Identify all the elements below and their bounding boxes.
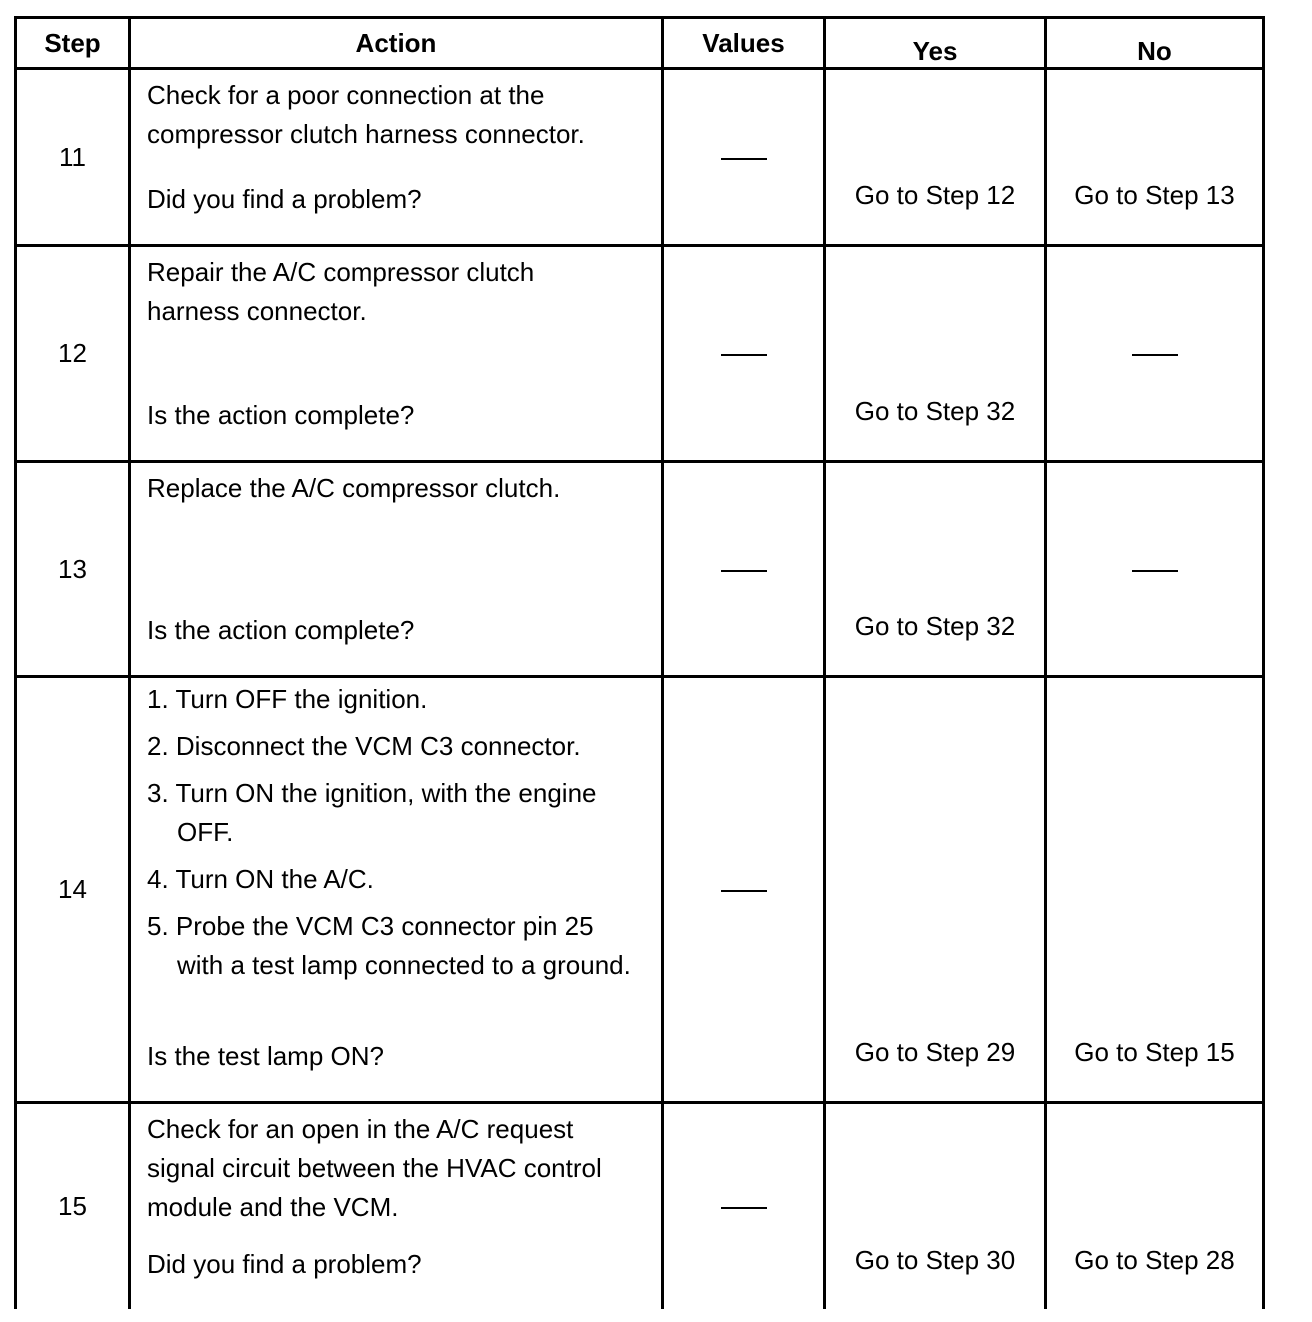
no-cell <box>1046 1103 1264 1310</box>
none-dash <box>721 890 767 892</box>
step-number: 12 <box>16 246 130 462</box>
yes-cell <box>825 677 1046 1103</box>
none-dash <box>1132 570 1178 572</box>
no-result: Go to Step 13 <box>1074 180 1235 210</box>
list-item: 2. Disconnect the VCM C3 connector. <box>147 731 581 761</box>
action-line: Check for an open in the A/C request <box>147 1114 574 1144</box>
diagnostic-table <box>14 16 1265 1309</box>
action-line: Replace the A/C compressor clutch. <box>147 473 561 503</box>
none-dash <box>721 158 767 160</box>
action-question: Did you find a problem? <box>147 1249 422 1279</box>
header-no: No <box>1046 18 1264 69</box>
table-row <box>16 677 1264 1103</box>
header-action: Action <box>130 18 663 69</box>
step-number: 11 <box>16 69 130 246</box>
yes-cell <box>825 462 1046 677</box>
step-number: 14 <box>16 677 130 1103</box>
diagnostic-table-container <box>14 16 1265 1309</box>
action-steps-list <box>147 680 647 985</box>
action-cell <box>130 677 663 1103</box>
values-cell <box>663 69 825 246</box>
action-line: Check for a poor connection at the <box>147 80 545 110</box>
yes-cell <box>825 1103 1046 1310</box>
no-cell <box>1046 69 1264 246</box>
header-step: Step <box>16 18 130 69</box>
action-question: Is the test lamp ON? <box>147 1041 384 1071</box>
action-line: compressor clutch harness connector. <box>147 119 585 149</box>
no-cell <box>1046 246 1264 462</box>
action-cell <box>130 1103 663 1310</box>
step-number: 15 <box>16 1103 130 1310</box>
action-question: Is the action complete? <box>147 400 415 430</box>
yes-cell <box>825 69 1046 246</box>
list-item: 4. Turn ON the A/C. <box>147 864 374 894</box>
action-cell <box>130 69 663 246</box>
none-dash <box>721 570 767 572</box>
header-values: Values <box>663 18 825 69</box>
no-cell <box>1046 677 1264 1103</box>
yes-result: Go to Step 30 <box>854 1245 1016 1275</box>
header-row <box>16 18 1264 69</box>
action-cell <box>130 246 663 462</box>
action-question: Is the action complete? <box>147 615 415 645</box>
values-cell <box>663 1103 825 1310</box>
values-cell <box>663 677 825 1103</box>
action-line: Repair the A/C compressor clutch <box>147 257 535 287</box>
yes-result: Go to Step 32 <box>854 611 1016 641</box>
yes-result: Go to Step 32 <box>854 396 1016 426</box>
values-cell <box>663 246 825 462</box>
table-row <box>16 246 1264 462</box>
list-item: 1. Turn OFF the ignition. <box>147 684 428 714</box>
table-row <box>16 1103 1264 1310</box>
table-row <box>16 69 1264 246</box>
no-result: Go to Step 28 <box>1074 1245 1235 1275</box>
list-item: 5. Probe the VCM C3 connector pin 25 with a test lamp connected to a ground. <box>147 911 631 980</box>
header-yes: Yes <box>825 18 1046 69</box>
action-line: harness connector. <box>147 296 367 326</box>
yes-result: Go to Step 29 <box>854 1037 1016 1067</box>
none-dash <box>721 1207 767 1209</box>
none-dash <box>721 354 767 356</box>
no-cell <box>1046 462 1264 677</box>
action-line: signal circuit between the HVAC control <box>147 1153 602 1183</box>
no-result: Go to Step 15 <box>1074 1037 1235 1067</box>
action-line: module and the VCM. <box>147 1192 399 1222</box>
values-cell <box>663 462 825 677</box>
step-number: 13 <box>16 462 130 677</box>
action-cell <box>130 462 663 677</box>
yes-cell <box>825 246 1046 462</box>
yes-result: Go to Step 12 <box>854 180 1016 210</box>
none-dash <box>1132 354 1178 356</box>
action-question: Did you find a problem? <box>147 184 422 214</box>
table-row <box>16 462 1264 677</box>
list-item: 3. Turn ON the ignition, with the engine OFF. <box>147 778 597 847</box>
